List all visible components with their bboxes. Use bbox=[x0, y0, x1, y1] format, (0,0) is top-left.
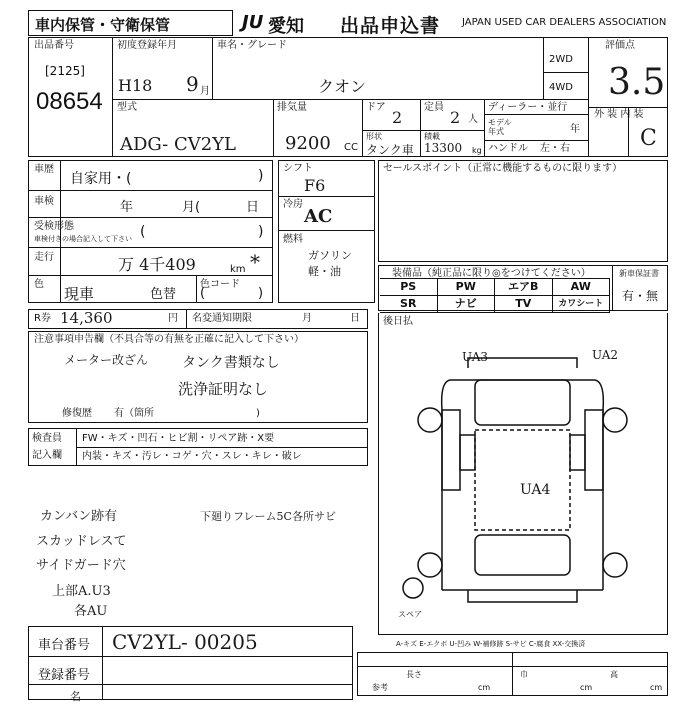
color-value: 現車 bbox=[64, 285, 95, 303]
vehicle-outline-diagram bbox=[380, 340, 665, 615]
inspection-month-unit: 月( bbox=[182, 200, 201, 215]
remark-line-4: 上部A.U3 bbox=[52, 584, 111, 599]
equipment-item: PW bbox=[438, 279, 496, 296]
color-open: ( bbox=[200, 286, 206, 301]
equipment-item: SR bbox=[380, 296, 438, 313]
handle-label: ハンドル bbox=[488, 143, 528, 154]
equipment-grid bbox=[380, 278, 610, 310]
history-label: 車歴 bbox=[34, 164, 54, 175]
rear-seat-label: 後日払 bbox=[383, 316, 413, 327]
load-value: 13300 bbox=[424, 141, 463, 155]
handle-value: 左・右 bbox=[540, 143, 570, 154]
equipment-item: ナビ bbox=[438, 296, 496, 313]
color-label: 色 bbox=[34, 279, 44, 290]
load-label: 積載 bbox=[424, 132, 440, 141]
recycle-unit: 円 bbox=[168, 313, 178, 324]
model-name: クオン bbox=[318, 77, 367, 96]
month-unit: 月 bbox=[200, 86, 210, 97]
shift-value: F6 bbox=[304, 176, 326, 195]
color-change: 色替 bbox=[150, 287, 177, 302]
model-grade-label: 車名・グレード bbox=[217, 40, 287, 51]
first-registration-month: 9 bbox=[186, 72, 199, 96]
lot-number-label: 出品番号 bbox=[34, 40, 74, 51]
width-unit: cm bbox=[580, 683, 593, 692]
equipment-item: カワシート bbox=[553, 296, 611, 313]
entry-label: 記入欄 bbox=[32, 450, 62, 461]
inspection-year-unit: 年 bbox=[120, 200, 134, 215]
mileage-unit: km bbox=[230, 264, 246, 275]
ext-int-label: 外 装 内 装 bbox=[594, 109, 644, 120]
storage-label-box bbox=[28, 10, 233, 36]
mileage-mark: * bbox=[250, 250, 260, 274]
mileage-value: 万 4千409 bbox=[118, 255, 196, 274]
remark-line-1: カンバン跡有 bbox=[40, 509, 118, 524]
first-registration-era: H18 bbox=[118, 76, 153, 95]
diagram-label-ua3: UA3 bbox=[462, 350, 489, 364]
doors-value: 2 bbox=[392, 108, 403, 127]
shift-frame bbox=[278, 160, 375, 303]
equipment-item: AW bbox=[553, 279, 611, 296]
shift-label: シフト bbox=[283, 163, 313, 174]
chassis-number-value: CV2YL- 00205 bbox=[112, 630, 258, 654]
year-unit: 年 bbox=[570, 124, 580, 135]
capacity-unit: 人 bbox=[468, 114, 478, 125]
displacement-value: 9200 bbox=[285, 133, 331, 154]
exterior-grade: C bbox=[640, 126, 657, 151]
equipment-item: TV bbox=[495, 296, 553, 313]
check-row-2: 内装・キズ・汚レ・コゲ・穴・スレ・キレ・破レ bbox=[82, 451, 302, 462]
inspector-label: 検査員 bbox=[32, 433, 62, 444]
doors-label: ドア bbox=[366, 102, 386, 113]
type-value: ADG- CV2YL bbox=[120, 134, 237, 155]
history-value: 自家用・( bbox=[70, 171, 132, 187]
height-unit: cm bbox=[650, 683, 663, 692]
notes-line-1: メーター改ざん bbox=[64, 353, 149, 367]
logo-mark: JU bbox=[242, 12, 264, 33]
mileage-label: 走行 bbox=[34, 252, 54, 263]
score-value: 3.5 bbox=[608, 62, 666, 103]
score-label: 評価点 bbox=[605, 40, 635, 51]
new-car-warranty-label: 新車保証書 bbox=[619, 269, 659, 278]
new-car-warranty-value: 有・無 bbox=[622, 289, 659, 303]
receive-paren: ( bbox=[140, 224, 146, 240]
fuel-label: 燃料 bbox=[283, 234, 303, 245]
length-label: 長さ bbox=[406, 670, 422, 679]
repair-history-label: 修復歴 bbox=[62, 408, 92, 419]
history-close: ) bbox=[258, 168, 264, 184]
length-unit: cm bbox=[478, 683, 491, 692]
remark-line-5: 各AU bbox=[74, 604, 108, 619]
remark-line-2: スカッドレスて bbox=[36, 534, 127, 549]
spare-label: スペア bbox=[398, 610, 422, 619]
inspection-day-unit: 日 bbox=[246, 200, 260, 215]
shape-label: 形状 bbox=[366, 132, 382, 141]
sales-point-frame bbox=[378, 160, 668, 262]
first-registration-label: 初度登録年月 bbox=[117, 40, 177, 51]
dealer-label: ディーラー・並行 bbox=[488, 102, 568, 113]
check-row-1: FW・キズ・凹石・ヒビ割・リペア跡・X要 bbox=[82, 433, 275, 444]
drive-2wd: 2WD bbox=[549, 54, 573, 65]
receive-note: 車検付きの場合記入して下さい bbox=[34, 235, 132, 243]
capacity-value: 2 bbox=[450, 108, 461, 127]
displacement-unit: CC bbox=[344, 142, 358, 153]
displacement-label: 排気量 bbox=[277, 102, 307, 113]
dimension-ref-label: 参考 bbox=[372, 683, 388, 692]
equipment-item: エアB bbox=[495, 279, 553, 296]
notice-month-unit: 月 bbox=[302, 313, 312, 324]
recycle-value: 14,360 bbox=[60, 309, 113, 327]
fuel-value: ガソリン 軽・油 bbox=[308, 249, 352, 278]
receive-label: 受検形態 bbox=[34, 221, 74, 232]
notice-day-unit: 日 bbox=[350, 313, 360, 324]
recycle-label: R券 bbox=[34, 313, 51, 324]
chassis-number-label: 車台番号 bbox=[38, 638, 91, 653]
equipment-label: 装備品（純正品に限り◎をつけてください） bbox=[392, 268, 591, 279]
diagram-label-ua2: UA2 bbox=[592, 348, 619, 362]
width-label: 巾 bbox=[520, 670, 528, 679]
ac-value: AC bbox=[304, 206, 333, 227]
notes-line-3: 洗浄証明なし bbox=[178, 380, 269, 398]
model-year-label: モデル年式 bbox=[488, 118, 512, 136]
receive-close: ) bbox=[258, 224, 264, 240]
notice-deadline-label: 名変通知期限 bbox=[192, 313, 252, 324]
repair-history-close: ) bbox=[256, 408, 260, 419]
capacity-label: 定員 bbox=[424, 102, 444, 113]
height-label: 高 bbox=[610, 670, 618, 679]
sheet-title: 出品申込書 bbox=[340, 15, 441, 37]
diagram-label-ua4: UA4 bbox=[520, 482, 551, 498]
color-close: ) bbox=[258, 286, 264, 301]
lot-number: 08654 bbox=[36, 88, 103, 115]
notes-line-2: タンク書類なし bbox=[182, 355, 280, 371]
sales-point-label: セールスポイント（正常に機能するものに限ります） bbox=[383, 163, 623, 174]
ac-label: 冷房 bbox=[283, 199, 303, 210]
equipment-item: PS bbox=[380, 279, 438, 296]
registration-number-label: 登録番号 bbox=[38, 668, 91, 683]
load-unit: kg bbox=[472, 146, 482, 155]
association-name: JAPAN USED CAR DEALERS ASSOCIATION bbox=[462, 17, 667, 28]
notes-label: 注意事項申告欄（不具合等の有無を正確に記入して下さい） bbox=[34, 334, 304, 345]
storage-label: 車内保管・守衛保管 bbox=[35, 16, 171, 34]
shape-value: タンク車 bbox=[366, 143, 414, 157]
damage-legend: A-キズ E-エクボ U-凹み W-補修跡 S-サビ C-腐食 XX-交換済 bbox=[396, 640, 586, 648]
remark-right-1: 下廻りフレーム5C各所サビ bbox=[200, 510, 336, 523]
logo-prefecture: 愛知 bbox=[268, 16, 304, 37]
next-row-label: 名 bbox=[70, 690, 81, 703]
remark-line-3: サイドガード穴 bbox=[36, 558, 126, 573]
type-label: 型式 bbox=[117, 102, 137, 113]
color-code-label: 色コード bbox=[200, 279, 240, 290]
repair-history-value: 有（箇所 bbox=[114, 408, 154, 419]
lot-sub-number: [2125] bbox=[45, 64, 85, 78]
inspection-label: 車検 bbox=[34, 196, 54, 207]
drive-4wd: 4WD bbox=[549, 82, 573, 93]
